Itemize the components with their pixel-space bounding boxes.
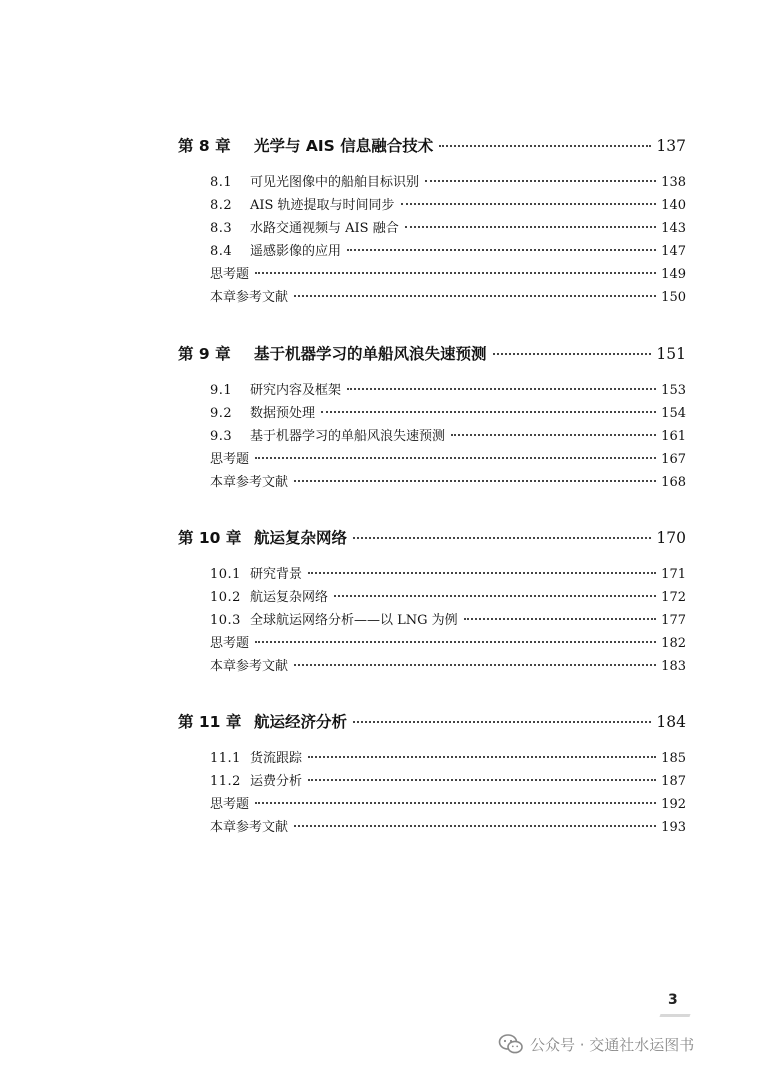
toc-entry[interactable] [178,171,686,194]
exercises-title: 思考题 [210,636,250,651]
section-number: 8.4 [210,244,233,259]
section-page: 154 [661,406,686,421]
exercises-title: 思考题 [210,452,250,467]
dot-leader [294,825,656,827]
references-page: 183 [661,659,686,674]
chapter-heading[interactable] [178,131,686,161]
dot-leader [347,388,656,390]
references-title: 本章参考文献 [210,659,289,674]
toc-entry-exercises[interactable] [178,263,686,286]
section-page: 140 [661,198,686,213]
dot-leader [308,572,656,574]
toc-entry-exercises[interactable] [178,793,686,816]
exercises-title: 思考题 [210,267,250,282]
dot-leader [493,353,652,355]
section-title: 航运复杂网络 [250,590,329,605]
dot-leader [308,756,656,758]
section-page: 153 [661,383,686,398]
section-number: 8.3 [210,221,233,236]
dot-leader [321,411,656,413]
toc-entry[interactable] [178,379,686,402]
chapter-title: 基于机器学习的单船风浪失速预测 [254,345,487,363]
section-page: 143 [661,221,686,236]
section-page: 172 [661,590,686,605]
toc-entry[interactable] [178,770,686,793]
section-list [178,747,686,839]
section-title: 全球航运网络分析——以 LNG 为例 [250,613,458,628]
exercises-title: 思考题 [210,797,250,812]
toc-entry[interactable] [178,609,686,632]
toc-entry[interactable] [178,217,686,240]
section-page: 171 [661,567,686,582]
chapter-11 [178,707,686,839]
dot-leader [353,721,651,723]
references-title: 本章参考文献 [210,820,289,835]
page-number-underline [659,1014,690,1017]
section-title: 研究内容及框架 [250,383,342,398]
toc-entry[interactable] [178,402,686,425]
toc-entry-references[interactable] [178,286,686,309]
section-page: 161 [661,429,686,444]
section-list [178,171,686,309]
section-title: 研究背景 [250,567,303,582]
dot-leader [294,295,656,297]
references-title: 本章参考文献 [210,475,289,490]
dot-leader [405,226,656,228]
section-list [178,563,686,678]
chapter-title: 光学与 AIS 信息融合技术 [254,137,434,155]
chapter-heading[interactable] [178,339,686,369]
section-title: 可见光图像中的船舶目标识别 [250,175,420,190]
toc-entry[interactable] [178,194,686,217]
section-page: 177 [661,613,686,628]
wechat-icon [498,1033,524,1055]
section-page: 138 [661,175,686,190]
section-title: 数据预处理 [250,406,316,421]
chapter-10 [178,523,686,678]
watermark [498,1033,694,1055]
references-page: 168 [661,475,686,490]
section-list [178,379,686,494]
chapter-number: 第 8 章 [178,137,231,155]
toc-entry-references[interactable] [178,816,686,839]
references-page: 150 [661,290,686,305]
dot-leader [255,272,656,274]
references-title: 本章参考文献 [210,290,289,305]
toc-entry-exercises[interactable] [178,632,686,655]
page-number: 3 [668,992,678,1008]
exercises-page: 167 [661,452,686,467]
chapter-page: 170 [656,529,686,547]
chapter-8 [178,131,686,309]
toc-entry[interactable] [178,563,686,586]
dot-leader [425,180,656,182]
chapter-page: 151 [656,345,686,363]
chapter-heading[interactable] [178,523,686,553]
section-number: 8.2 [210,198,233,213]
section-number: 10.1 [210,567,241,582]
section-title: 遥感影像的应用 [250,244,342,259]
references-page: 193 [661,820,686,835]
dot-leader [255,457,656,459]
dot-leader [439,145,651,147]
toc-entry-exercises[interactable] [178,448,686,471]
chapter-number: 第 9 章 [178,345,231,363]
section-page: 147 [661,244,686,259]
dot-leader [347,249,656,251]
exercises-page: 182 [661,636,686,651]
section-page: 187 [661,774,686,789]
section-number: 9.1 [210,383,233,398]
toc-entry[interactable] [178,586,686,609]
dot-leader [353,537,651,539]
dot-leader [255,802,656,804]
dot-leader [334,595,656,597]
dot-leader [255,641,656,643]
toc-entry-references[interactable] [178,471,686,494]
section-number: 9.2 [210,406,233,421]
section-title: 水路交通视频与 AIS 融合 [250,221,399,236]
toc-entry-references[interactable] [178,655,686,678]
section-title: 基于机器学习的单船风浪失速预测 [250,429,446,444]
toc-entry[interactable] [178,425,686,448]
section-number: 11.1 [210,751,241,766]
dot-leader [294,664,656,666]
toc-entry[interactable] [178,747,686,770]
chapter-page: 137 [656,137,686,155]
exercises-page: 149 [661,267,686,282]
chapter-title: 航运复杂网络 [254,529,348,547]
chapter-heading[interactable] [178,707,686,737]
chapter-9 [178,339,686,494]
dot-leader [451,434,656,436]
section-title: 货流跟踪 [250,751,303,766]
chapter-page: 184 [656,713,686,731]
section-number: 9.3 [210,429,233,444]
dot-leader [294,480,656,482]
section-number: 11.2 [210,774,241,789]
chapter-title: 航运经济分析 [254,713,348,731]
toc-entry[interactable] [178,240,686,263]
section-title: AIS 轨迹提取与时间同步 [250,198,395,213]
section-page: 185 [661,751,686,766]
section-number: 10.2 [210,590,241,605]
chapter-number: 第 11 章 [178,713,242,731]
section-number: 10.3 [210,613,241,628]
section-number: 8.1 [210,175,233,190]
watermark-text: 公众号 · 交通社水运图书 [530,1035,695,1054]
exercises-page: 192 [661,797,686,812]
chapter-number: 第 10 章 [178,529,242,547]
dot-leader [308,779,656,781]
section-title: 运费分析 [250,774,303,789]
dot-leader [401,203,657,205]
dot-leader [464,618,657,620]
